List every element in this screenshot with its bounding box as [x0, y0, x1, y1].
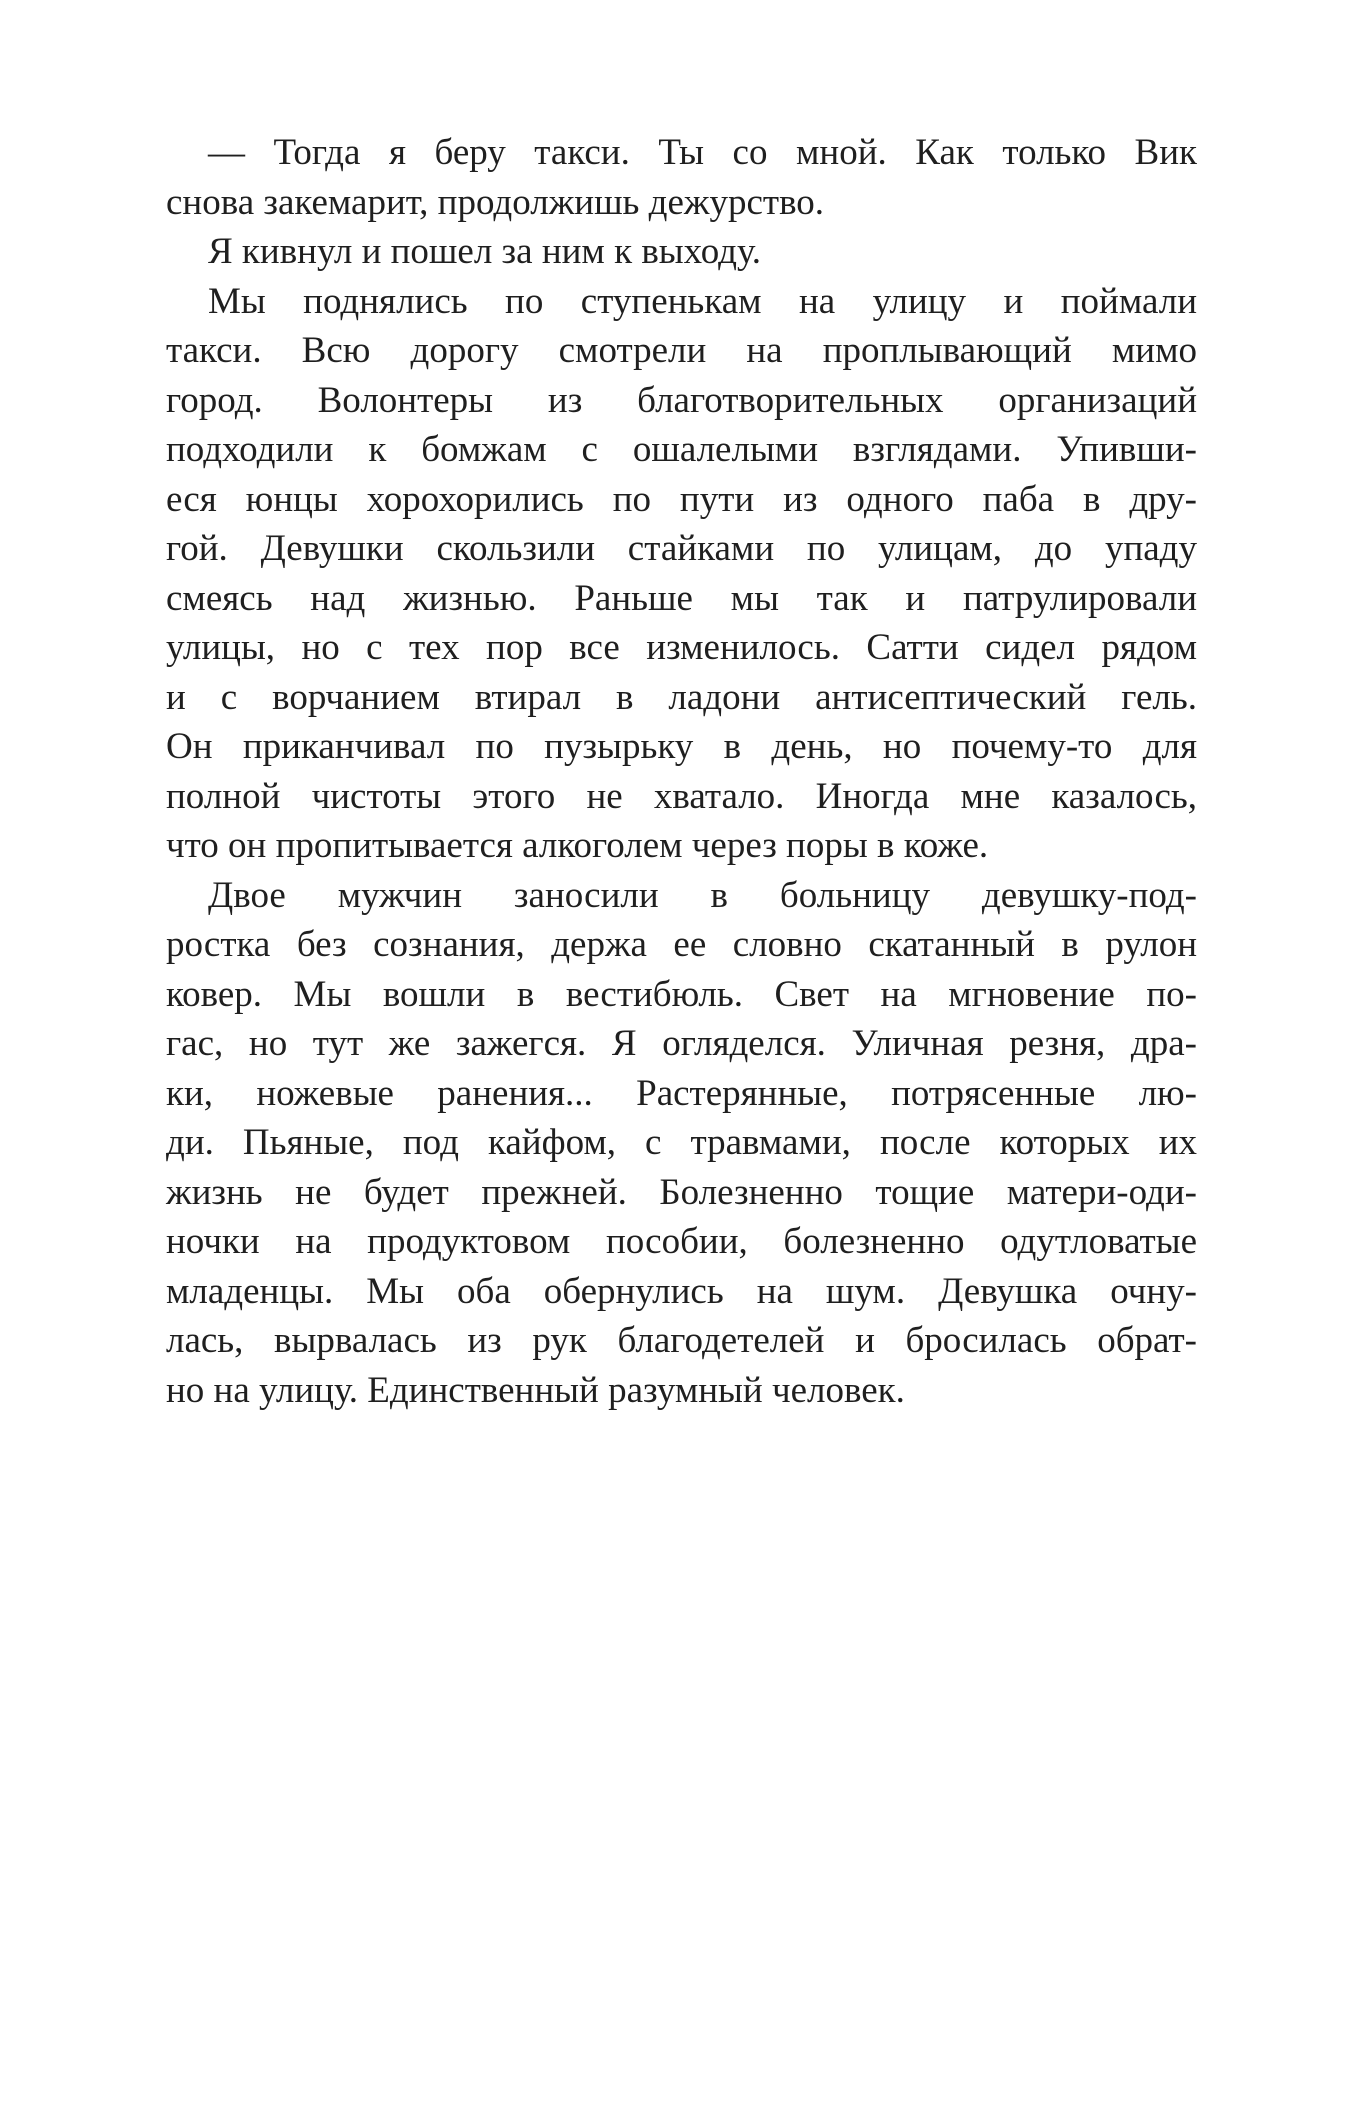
text-line: город. Волонтеры из благотворительных организаций	[166, 379, 1197, 421]
text-line: но на улицу. Единственный разумный человек.	[166, 1369, 905, 1411]
text-line: младенцы. Мы оба обернулись на шум. Девушка очну-	[166, 1270, 1197, 1312]
text-line: что он пропитывается алкоголем через поры в коже.	[166, 825, 989, 866]
text-line: улицы, но с тех пор все изменилось. Сатти сидел рядом	[166, 627, 1197, 668]
text-line: подходили к бомжам с ошалелыми взглядами. Упивши-	[166, 429, 1197, 470]
paragraph-4	[166, 871, 1197, 1416]
text-line: ки, ножевые ранения... Растерянные, потрясенные лю-	[166, 1072, 1197, 1114]
text-line: Мы поднялись по ступенькам на улицу и поймали	[208, 280, 1197, 322]
text-line: Я кивнул и пошел за ним к выходу.	[208, 231, 762, 272]
text-line: лась, вырвалась из рук благодетелей и бросилась обрат-	[166, 1320, 1197, 1361]
paragraph-2	[166, 227, 1197, 277]
text-line: гой. Девушки скользили стайками по улицам, до упаду	[166, 528, 1197, 569]
text-line: Двое мужчин заносили в больницу девушку-под-	[208, 874, 1197, 916]
body-text	[166, 128, 1197, 1415]
text-line: ковер. Мы вошли в вестибюль. Свет на мгновение по-	[166, 973, 1197, 1015]
text-line: еся юнцы хорохорились по пути из одного паба в дру-	[166, 478, 1197, 520]
text-line: жизнь не будет прежней. Болезненно тощие матери-оди-	[166, 1171, 1197, 1213]
text-line: и с ворчанием втирал в ладони антисептический гель.	[166, 676, 1197, 718]
text-line: — Тогда я беру такси. Ты со мной. Как только Вик	[208, 132, 1197, 173]
text-line: ростка без сознания, держа ее словно скатанный в рулон	[166, 924, 1197, 965]
text-line: ди. Пьяные, под кайфом, с травмами, после которых их	[166, 1122, 1197, 1163]
text-line: полной чистоты этого не хватало. Иногда мне казалось,	[166, 775, 1197, 817]
text-line: такси. Всю дорогу смотрели на проплывающий мимо	[166, 330, 1197, 371]
text-line: ночки на продуктовом пособии, болезненно одутловатые	[166, 1221, 1197, 1262]
paragraph-3	[166, 277, 1197, 871]
text-line: Он приканчивал по пузырьку в день, но почему-то для	[166, 726, 1197, 767]
text-line: смеясь над жизнью. Раньше мы так и патрулировали	[166, 577, 1197, 619]
text-line: гас, но тут же зажегся. Я огляделся. Уличная резня, дра-	[166, 1023, 1197, 1064]
text-line: снова закемарит, продолжишь дежурство.	[166, 181, 825, 223]
paragraph-1	[166, 128, 1197, 227]
